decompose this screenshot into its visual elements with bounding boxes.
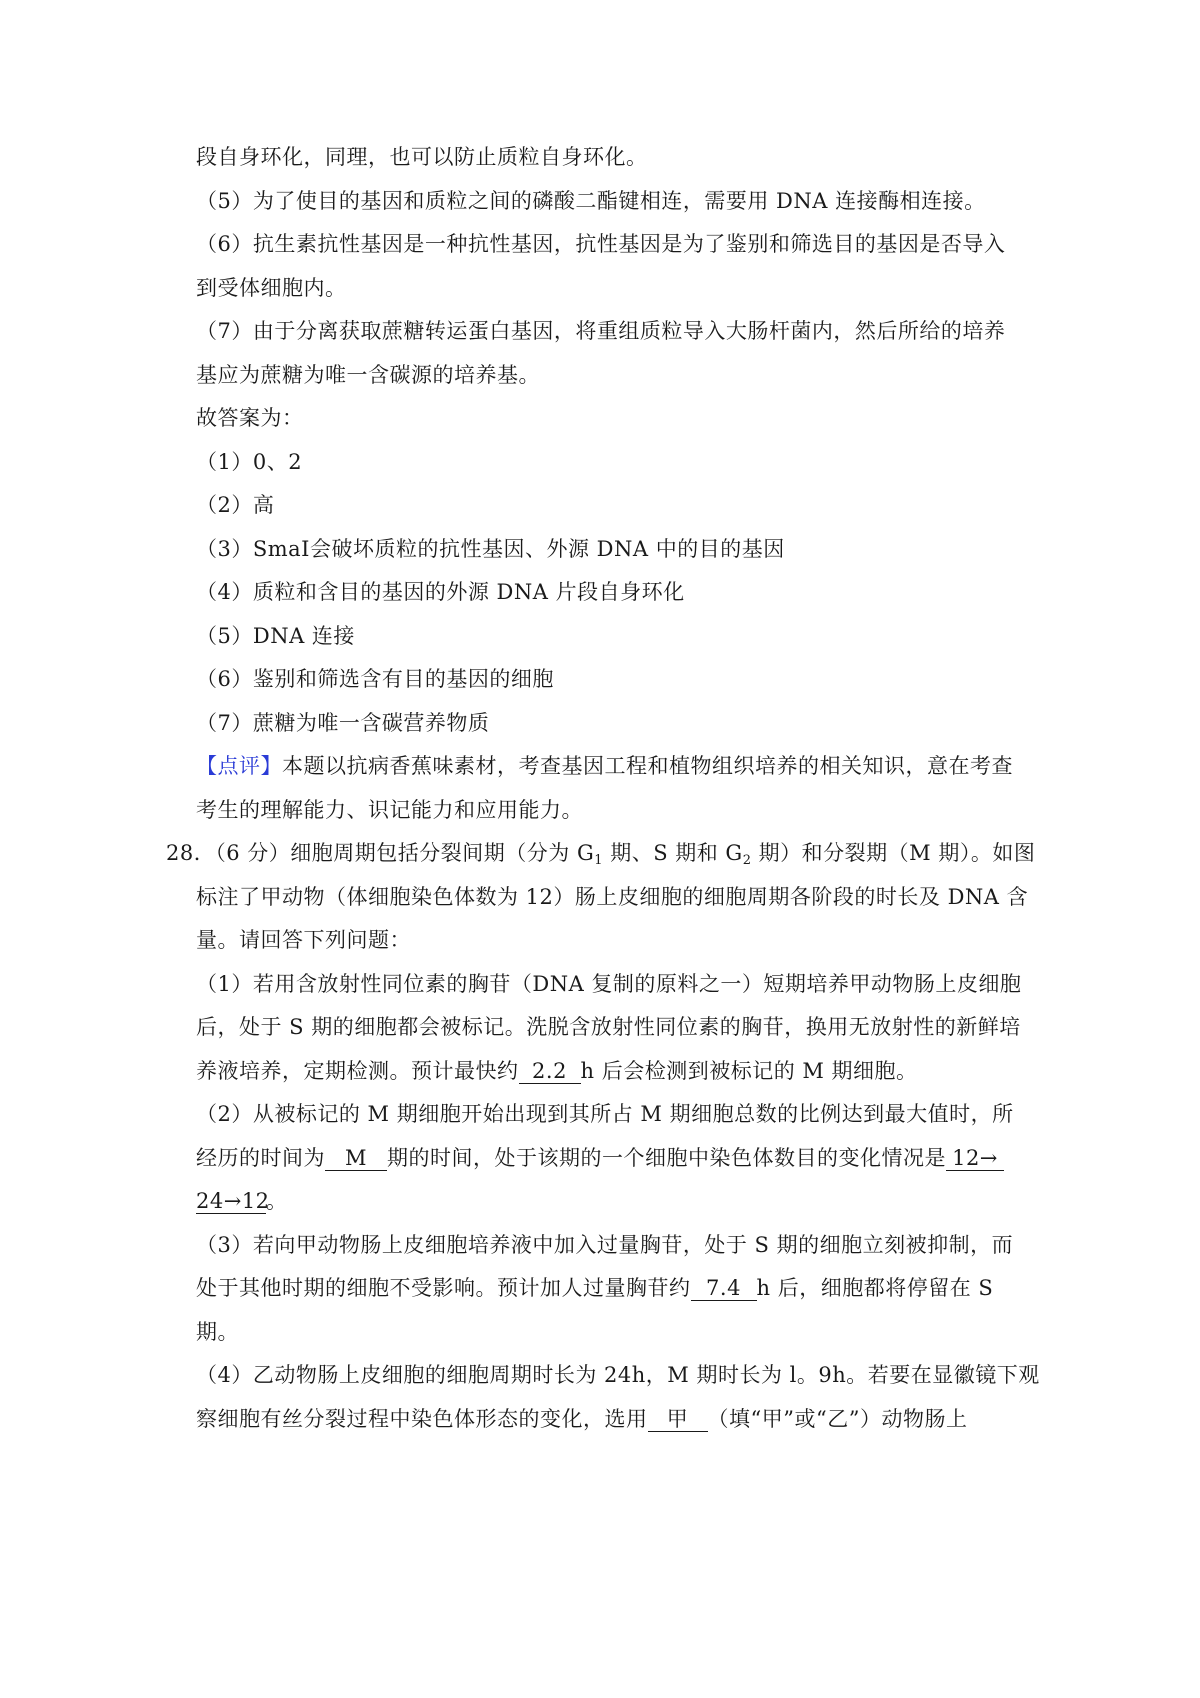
text-line: （3）若向甲动物肠上皮细胞培养液中加入过量胸苷，处于 S 期的细胞立刻被抑制，而 bbox=[196, 1233, 1014, 1257]
text-line: 期。 bbox=[196, 1320, 239, 1344]
text-line: 基应为蔗糖为唯一含碳源的培养基。 bbox=[196, 363, 540, 387]
question-number: 28． bbox=[166, 841, 216, 865]
comment-line bbox=[196, 752, 1013, 780]
comment-text: 本题以抗病香蕉味素材，考查基因工程和植物组织培养的相关知识，意在考查 bbox=[282, 754, 1013, 778]
text-line: 到受体细胞内。 bbox=[196, 276, 347, 300]
text-line: 经历的时间为 M 期的时间，处于该期的一个细胞中染色体数目的变化情况是 12→ bbox=[196, 1144, 1004, 1172]
text-line: 处于其他时期的细胞不受影响。预计加人过量胸苷约 7.4 h 后，细胞都将停留在 S bbox=[196, 1276, 994, 1300]
text-line: （2）从被标记的 M 期细胞开始出现到其所占 M 期细胞总数的比例达到最大值时，所 bbox=[196, 1102, 1014, 1126]
answer-blank: 2.2 bbox=[519, 1059, 581, 1084]
text-line: 后，处于 S 期的细胞都会被标记。洗脱含放射性同位素的胸苷，换用无放射性的新鲜培 bbox=[196, 1015, 1021, 1039]
answer-blank: 甲 bbox=[648, 1407, 708, 1432]
answer-line: （3）SmaⅠ会破坏质粒的抗性基因、外源 DNA 中的目的基因 bbox=[196, 537, 785, 561]
text-line: 量。请回答下列问题： bbox=[196, 928, 411, 952]
answer-line: （5）DNA 连接 bbox=[196, 624, 355, 648]
text-line: 段自身环化，同理，也可以防止质粒自身环化。 bbox=[196, 145, 648, 169]
question-28-heading: 28．（6 分）细胞周期包括分裂间期（分为 $G_1$ 期、S 期和 $G_2$ 期）和分裂期（M 期）。如图 bbox=[166, 841, 1036, 868]
text-line: 24→12。 bbox=[196, 1189, 288, 1213]
text-line: （4）乙动物肠上皮细胞的细胞周期时长为 24h，M 期时长为 l。9h。若要在显徽镜下观 bbox=[196, 1363, 1040, 1387]
answer-line: （1）0、2 bbox=[196, 450, 303, 474]
text-line: 养液培养，定期检测。预计最快约 2.2 h 后会检测到被标记的 M 期细胞。 bbox=[196, 1059, 918, 1083]
text-line: （1）若用含放射性同位素的胸苷（DNA 复制的原料之一）短期培养甲动物肠上皮细胞 bbox=[196, 972, 1022, 996]
answer-blank: 12→ bbox=[946, 1146, 1004, 1171]
text-line: （7）由于分离获取蔗糖转运蛋白基因，将重组质粒导入大肠杆菌内，然后所给的培养 bbox=[196, 319, 1006, 343]
text-line: 标注了甲动物（体细胞染色体数为 12）肠上皮细胞的细胞周期各阶段的时长及 DNA 含 bbox=[196, 885, 1029, 909]
answer-blank: 24→12 bbox=[196, 1189, 270, 1213]
answer-blank: 7.4 bbox=[691, 1276, 757, 1301]
answer-line: （4）质粒和含目的基因的外源 DNA 片段自身环化 bbox=[196, 580, 685, 604]
answer-line: （7）蔗糖为唯一含碳营养物质 bbox=[196, 711, 490, 735]
comment-tag: 【点评】 bbox=[196, 754, 282, 778]
answer-line: （6）鉴别和筛选含有目的基因的细胞 bbox=[196, 667, 554, 691]
text-line: （5）为了使目的基因和质粒之间的磷酸二酯键相连，需要用 DNA 连接酶相连接。 bbox=[196, 189, 986, 213]
text-line: 察细胞有丝分裂过程中染色体形态的变化，选用 甲 （填“甲”或“乙”）动物肠上 bbox=[196, 1407, 968, 1431]
text-line: （6）抗生素抗性基因是一种抗性基因，抗性基因是为了鉴别和筛选目的基因是否导入 bbox=[196, 232, 1006, 256]
text-line: 考生的理解能力、识记能力和应用能力。 bbox=[196, 798, 583, 822]
answer-blank: M bbox=[325, 1146, 387, 1171]
text-line: 故答案为： bbox=[196, 406, 304, 430]
answer-line: （2）高 bbox=[196, 493, 275, 517]
